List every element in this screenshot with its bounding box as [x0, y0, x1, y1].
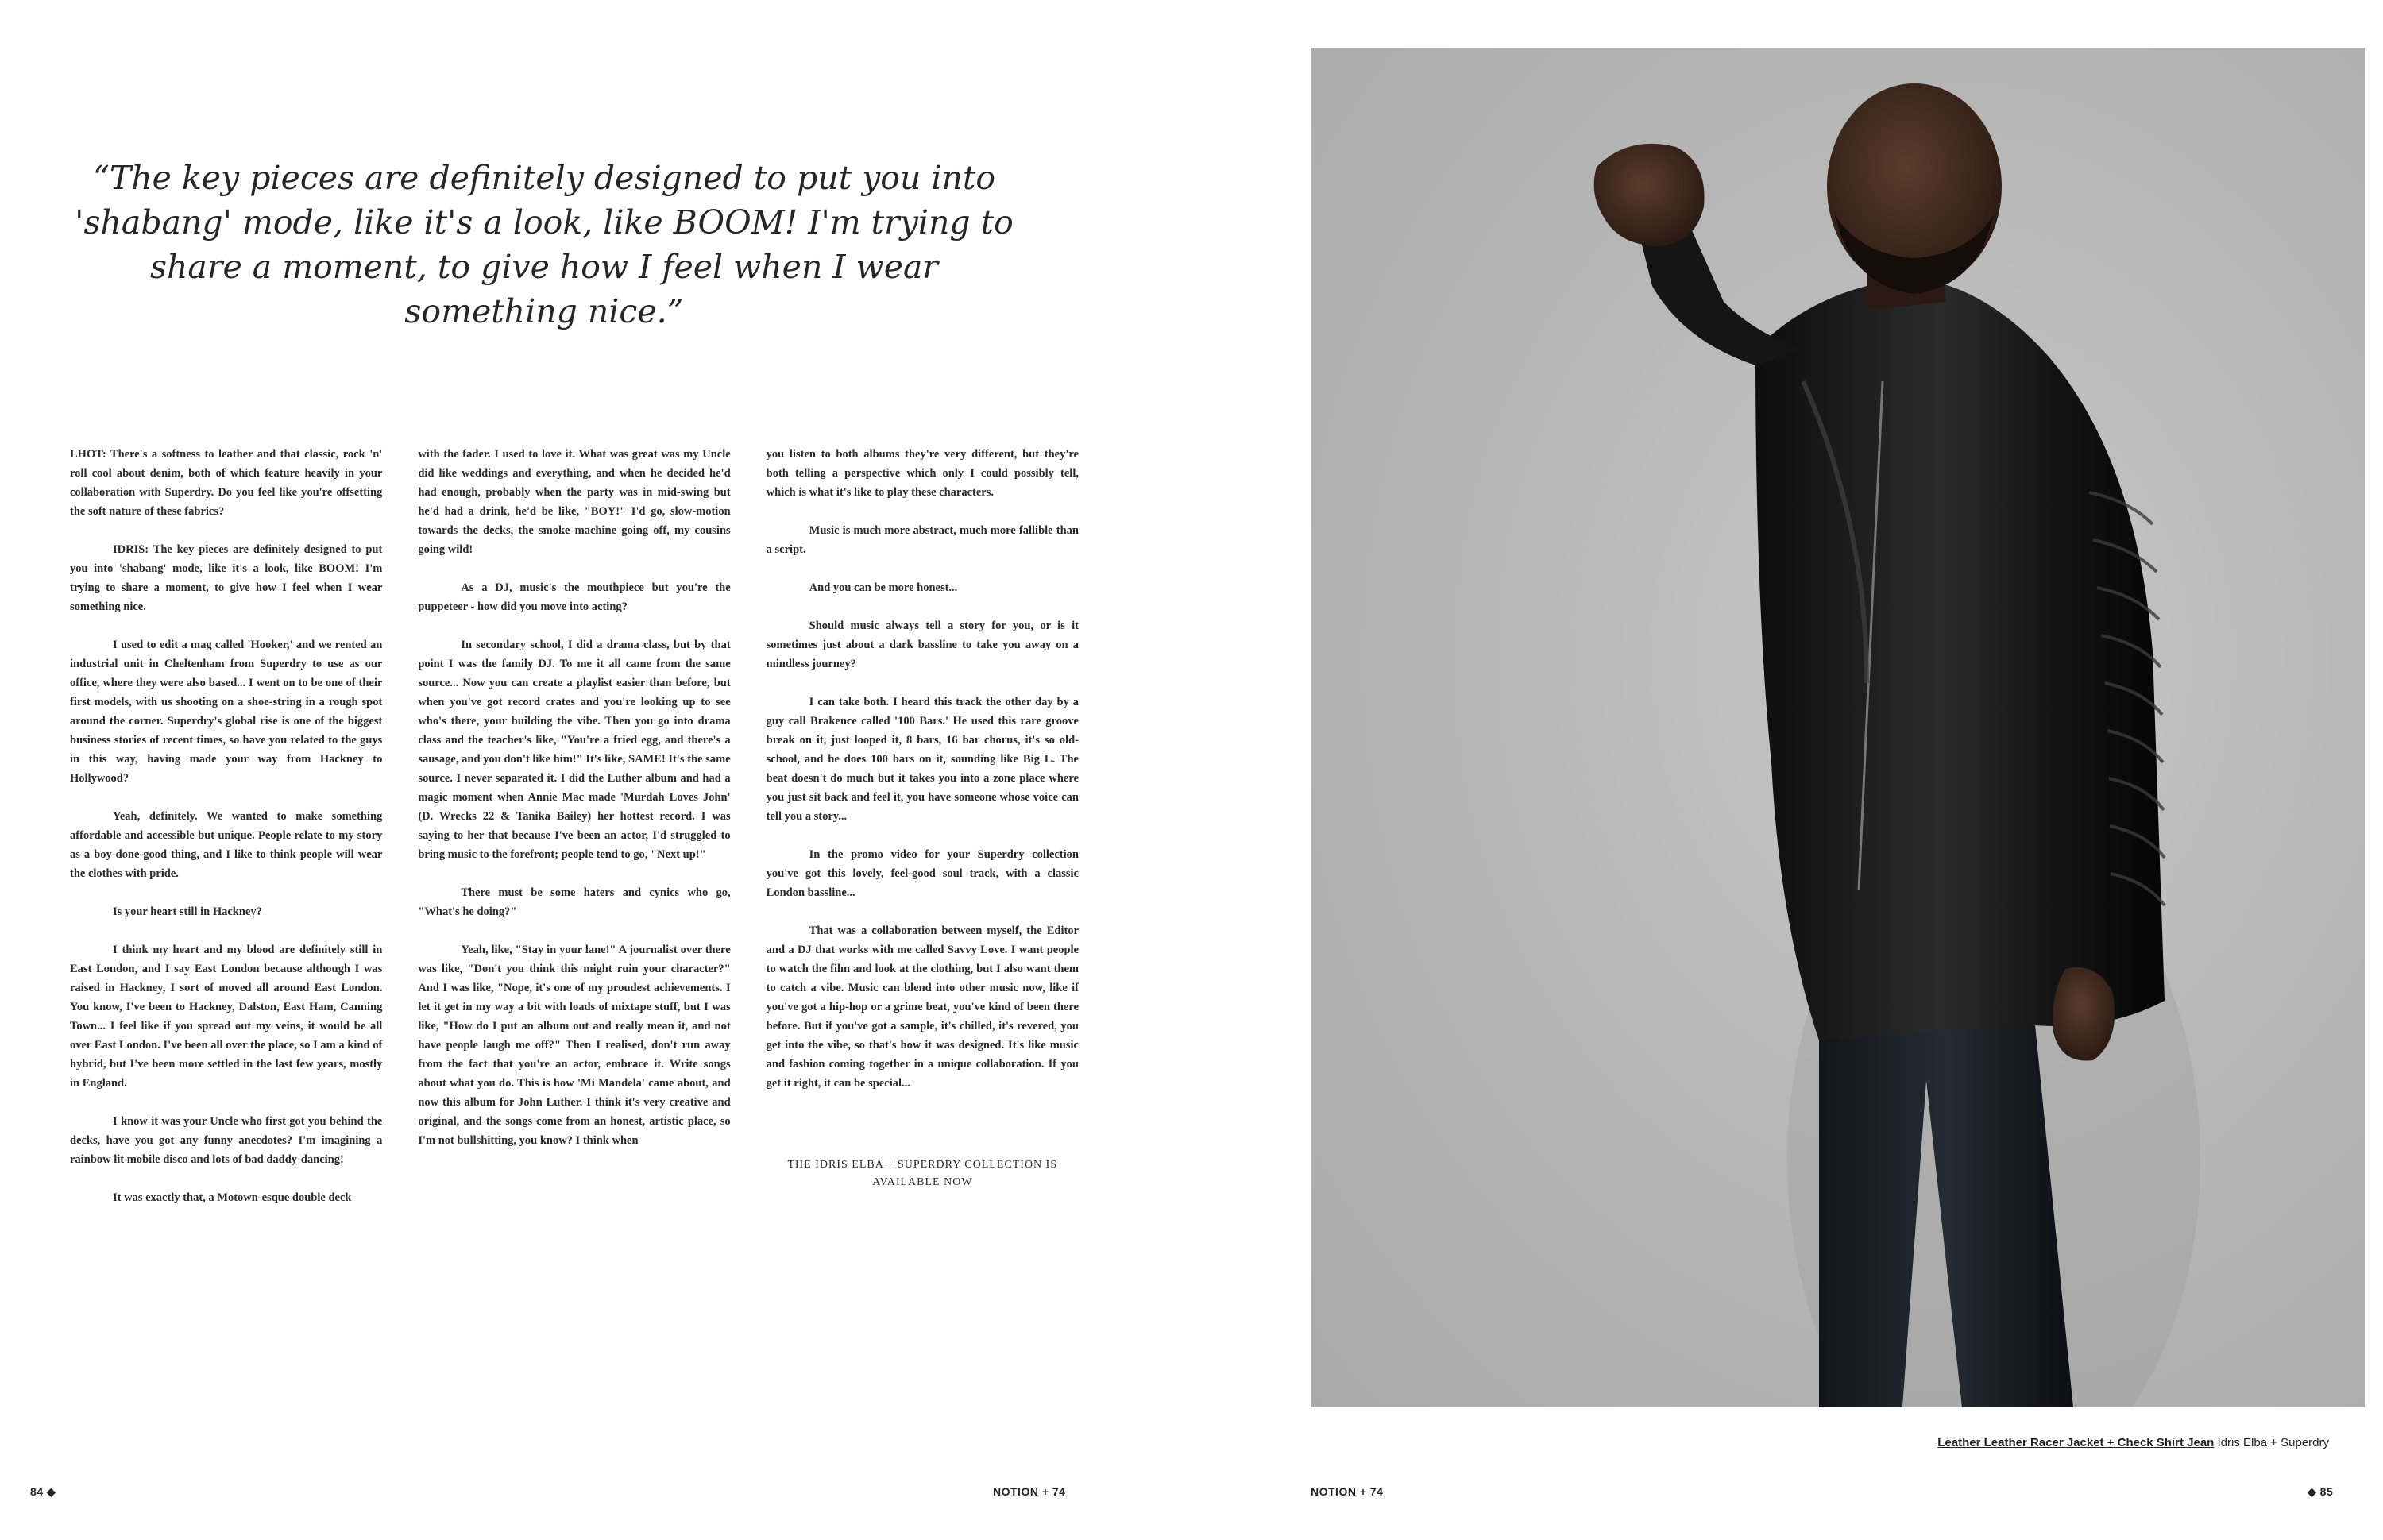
collection-availability-note: THE IDRIS ELBA + SUPERDRY COLLECTION IS AVAILABLE NOW [787, 1159, 1058, 1188]
article-paragraph: As a DJ, music's the mouthpiece but you're the puppeteer - how did you move into acting? [418, 581, 731, 613]
article-column-3 [767, 445, 1079, 1414]
right-running-footer: NOTION + 74 [1311, 1485, 1384, 1498]
caption-rest: Idris Elba + Superdry [2214, 1436, 2329, 1449]
article-paragraph: IDRIS: The key pieces are definitely designed to put you into 'shabang' mode, like it's a look, like BOOM! I'm trying to share a moment, to give how I feel when I wear something nice. [70, 543, 383, 613]
left-running-footer: NOTION + 74 [993, 1485, 1066, 1498]
right-page-number: ◆ 85 [2308, 1485, 2334, 1498]
pull-quote: “The key pieces are definitely designed to put you into 'shabang' mode, like it's a look, like BOOM! I'm trying to share a moment, to give how I feel when I wear something nice.” [75, 159, 1014, 330]
article-paragraph: I can take both. I heard this track the other day by a guy call Brakence called '100 Bars.' He used this rare groove break on it, just looped it, 8 bars, 16 bar chorus, it's so old-school, and he does 100 bars on it, sounding like Big L. The beat doesn't do much but it takes you into a zone place where you just sit back and feel it, you have someone whose voice can tell you a story... [766, 696, 1079, 823]
article-paragraph: Yeah, definitely. We wanted to make something affordable and accessible but unique. People relate to my story as a boy-done-good thing, and I like to think people will wear the clothes with pride. [70, 810, 383, 880]
article-paragraph: with the fader. I used to love it. What was great was my Uncle did like weddings and everything, and when he decided he'd had enough, probably when the party was in mid-swing but he'd had a drink, he'd be like, "BOY!" I'd go, slow-motion towards the decks, the smoke machine going off, my cousins going wild! [418, 448, 731, 556]
article-paragraph: There must be some haters and cynics who go, "What's he doing?" [418, 886, 731, 918]
article-paragraph: That was a collaboration between myself, the Editor and a DJ that works with me called Savvy Love. I want people to watch the film and look at the clothing, but I also want them to catch a vibe. Music can blend into other music now, like if you've got a hip-hop or a grime beat, you've kind of been there before. But if you've got a sample, it's chilled, it's revered, you get into the vibe, so that's how it was designed. It's like music and fashion coming together in a unique collaboration. If you get it right, it can be special... [766, 924, 1079, 1090]
article-paragraph: In secondary school, I did a drama class, but by that point I was the family DJ. To me it all came from the same source... Now you can create a playlist easier than before, but when you've got record crates and you're looking up to see who's there, your building the vibe. Then you go into drama class and the teacher's like, "You're a fried egg, and there's a sausage, and you don't like him!" It's like, SAME! It's the same source. I never separated it. I did the Luther album and had a magic moment when Annie Mac made 'Murdah Loves John' (D. Wrecks 22 & Tanika Bailey) her hottest record. I was saying to her that because I've been an actor, I'd struggled to bring music to the forefront; people tend to go, "Next up!" [418, 639, 731, 861]
article-paragraph: It was exactly that, a Motown-esque double deck [113, 1191, 352, 1204]
article-body [70, 445, 1079, 1414]
article-paragraph: LHOT: There's a softness to leather and that classic, rock 'n' roll cool about denim, both of which feature heavily in your collaboration with Superdry. Do you feel like you're offsetting the soft nature of these fabrics? [70, 448, 383, 518]
photo-caption [1937, 1436, 2329, 1449]
article-paragraph: Music is much more abstract, much more fallible than a script. [766, 524, 1079, 556]
article-paragraph: you listen to both albums they're very different, but they're both telling a perspective which only I could possibly tell, which is what it's like to play these characters. [766, 448, 1079, 499]
article-paragraph: I know it was your Uncle who first got you behind the decks, have you got any funny anecdotes? I'm imagining a rainbow lit mobile disco and lots of bad daddy-dancing! [70, 1115, 383, 1166]
portrait-figure-illustration [1311, 48, 2365, 1407]
article-paragraph: I used to edit a mag called 'Hooker,' and we rented an industrial unit in Cheltenham from Superdry to use as our office, where they were also based... I went on to be one of their first models, with us shooting on a shoe-string in a rough spot around the corner. Superdry's global rise is one of the biggest business stories of recent times, so have you related to the guys in this way, having made your way from Hackney to Hollywood? [70, 639, 383, 785]
article-paragraph: And you can be more honest... [809, 581, 958, 594]
article-paragraph: Yeah, like, "Stay in your lane!" A journalist over there was like, "Don't you think this might ruin your character?" And I was like, "Nope, it's one of my proudest achievements. I let it get in my way a bit with loads of mixtape stuff, but I was like, "How do I put an album out and really mean it, and not have people laugh me off?" Then I realised, don't run away from the fact that you're an actor, embrace it. Write songs about what you do. This is how 'Mi Mandela' came about, and now this album for John Luther. I think it's very creative and original, and the songs come from an honest, artistic place, so I'm not bullshitting, you know? I think when [418, 944, 731, 1147]
article-column-1 [70, 445, 382, 1414]
caption-credit: Leather Leather Racer Jacket + Check Shirt Jean [1937, 1436, 2215, 1449]
article-paragraph: In the promo video for your Superdry collection you've got this lovely, feel-good soul track, with a classic London bassline... [766, 848, 1079, 899]
article-column-2 [418, 445, 730, 1414]
portrait-photo [1311, 48, 2365, 1407]
left-page-number: 84 ◆ [30, 1485, 56, 1498]
article-paragraph: I think my heart and my blood are definitely still in East London, and I say East London because although I was raised in Hackney, I sort of moved all around East London. You know, I've been to Hackney, Dalston, East Ham, Canning Town... I feel like if you spread out my veins, it would be all over East London. I've been all over the place, so I am a kind of hybrid, but I've been more settled in the last few years, mostly in England. [70, 944, 383, 1090]
article-paragraph: Is your heart still in Hackney? [113, 905, 262, 918]
article-paragraph: Should music always tell a story for you, or is it sometimes just about a dark bassline to take you away on a mindless journey? [766, 619, 1079, 670]
